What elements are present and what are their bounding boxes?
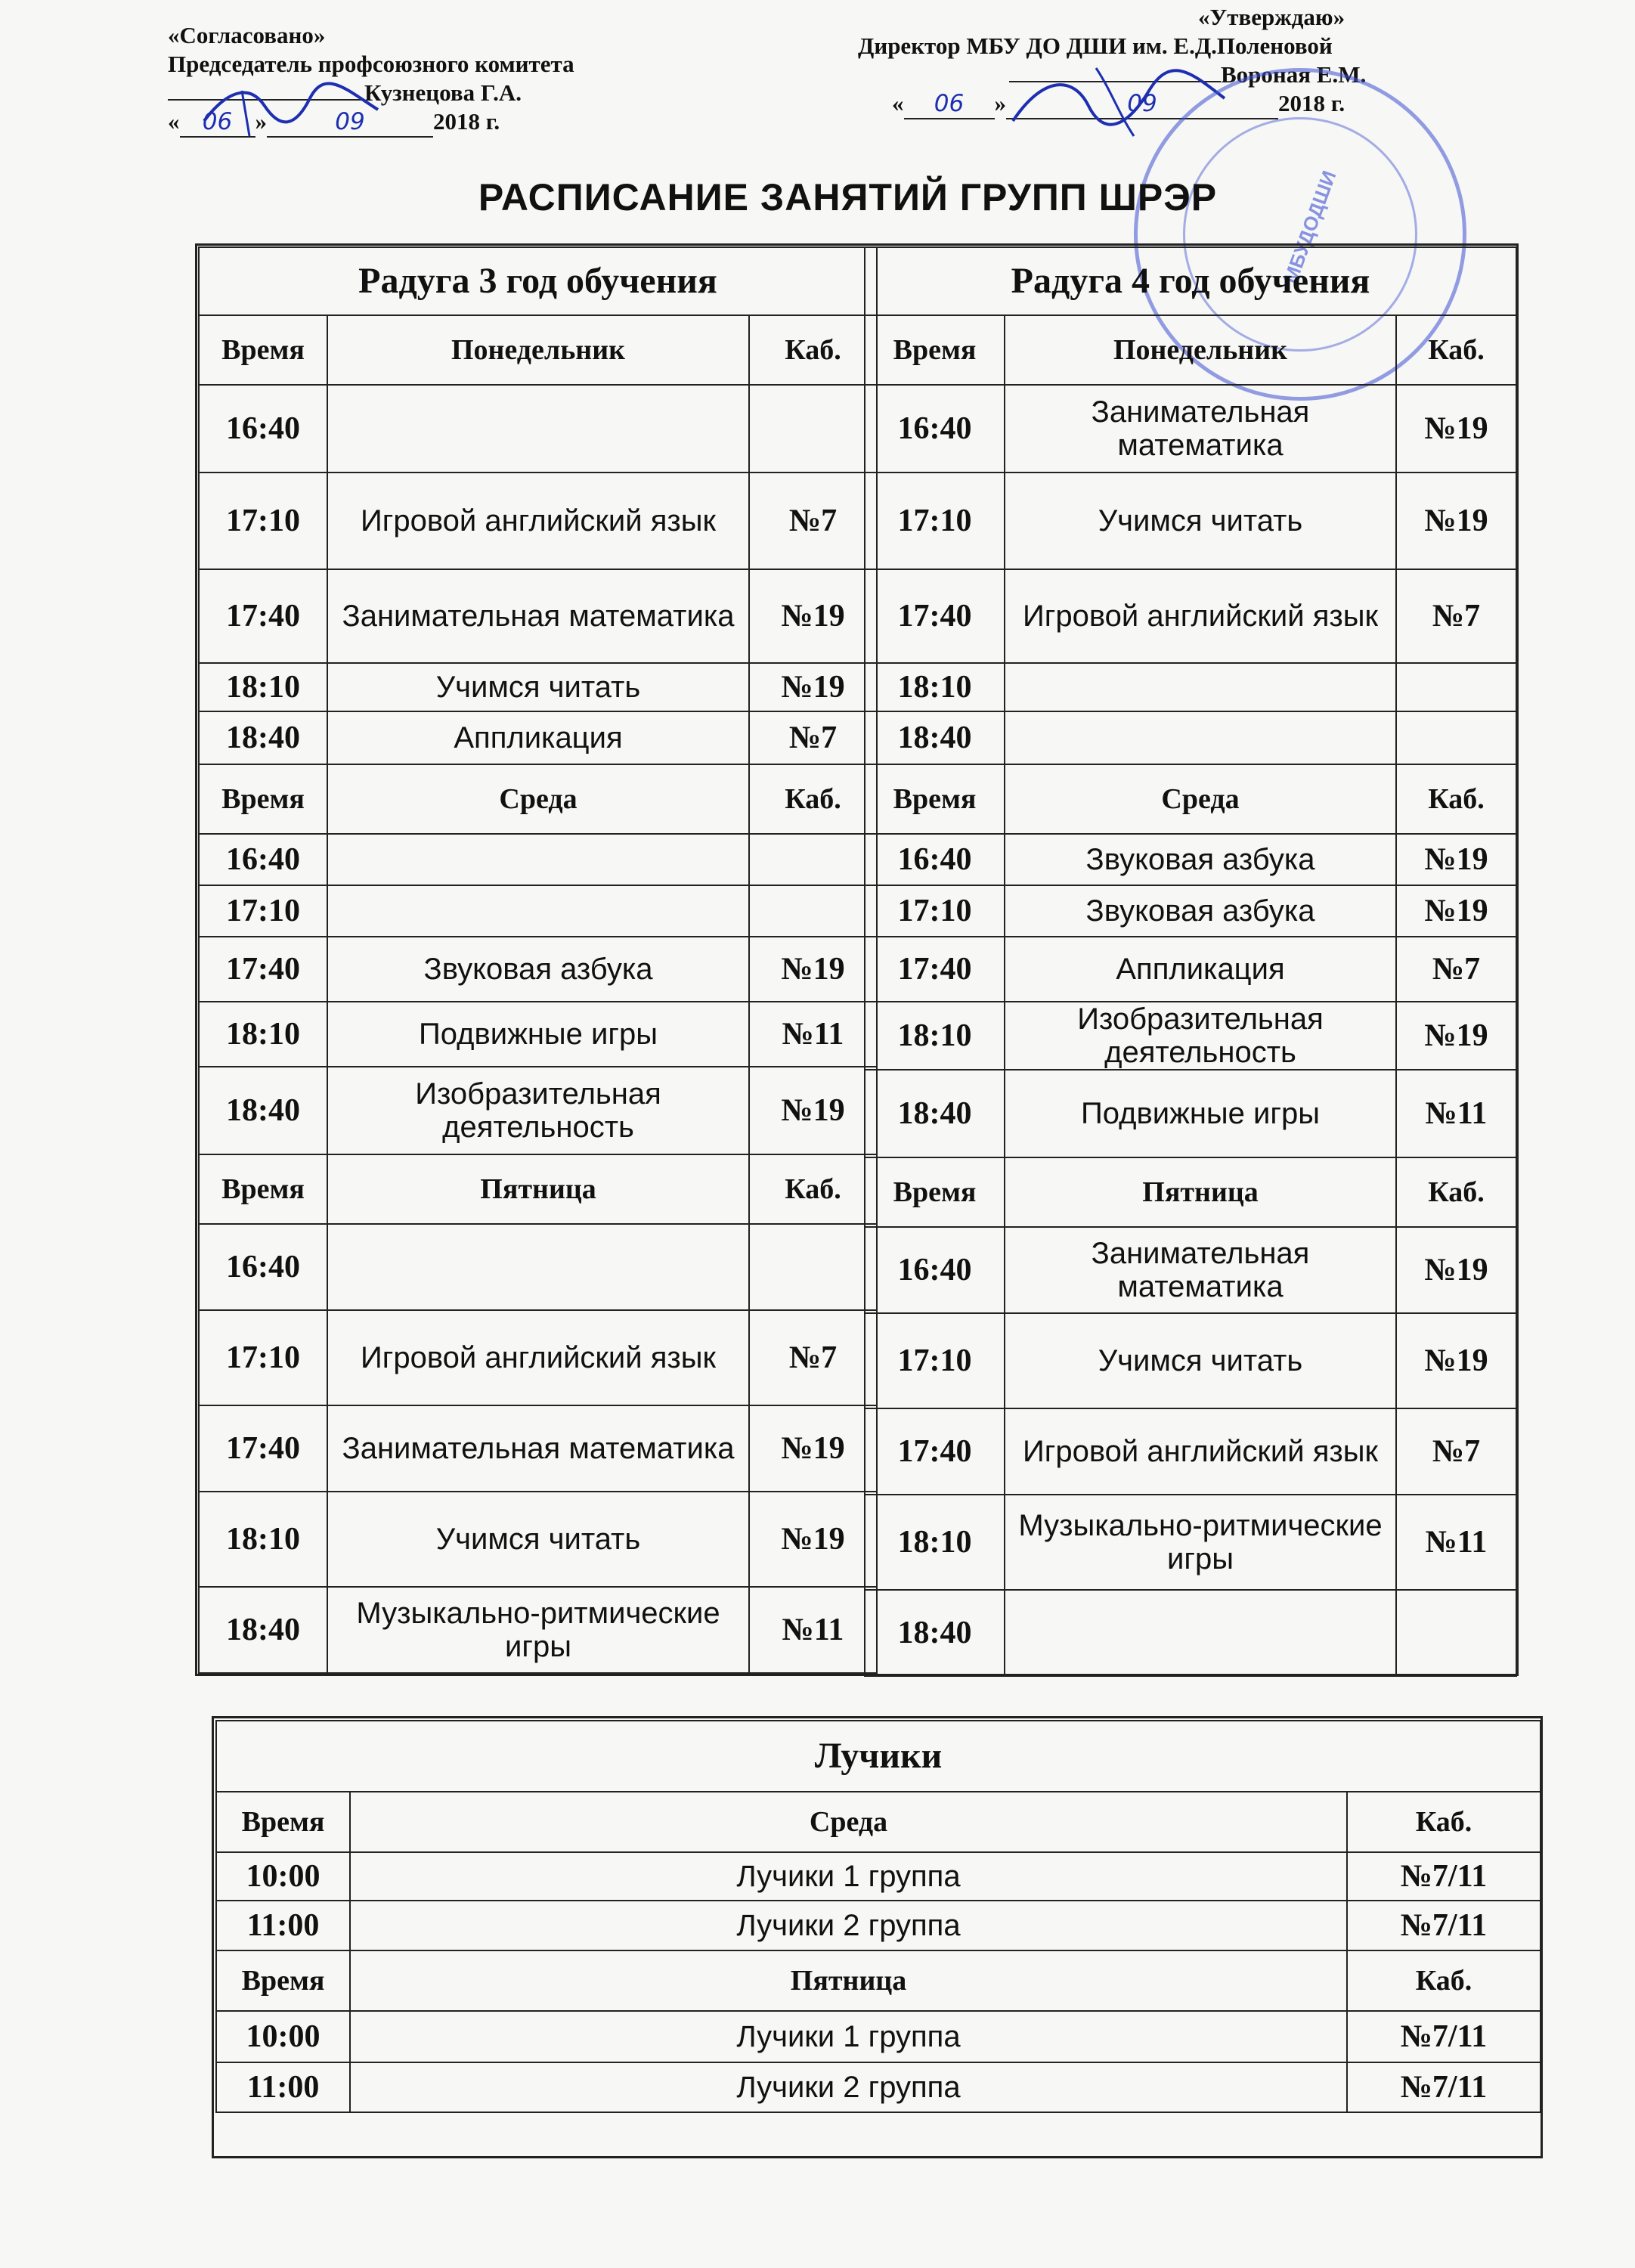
column-header-day: Среда [327, 764, 749, 834]
date-month: 09 [267, 107, 433, 138]
time-cell: 16:40 [199, 385, 327, 472]
room-cell: №7/11 [1347, 2062, 1541, 2112]
time-cell: 16:40 [199, 1224, 327, 1310]
table-row [865, 1002, 1516, 1070]
subject-cell: Занимательная математика [1005, 385, 1396, 472]
room-cell: №7/11 [1347, 1901, 1541, 1950]
table-row [216, 2011, 1541, 2062]
room-cell: №7/11 [1347, 1852, 1541, 1901]
column-header-time: Время [199, 1154, 327, 1224]
column-header-time: Время [865, 764, 1005, 834]
column-header-day: Среда [350, 1792, 1347, 1852]
room-cell: №19 [1396, 834, 1516, 885]
table-row [216, 1852, 1541, 1901]
subject-cell: Звуковая азбука [327, 937, 749, 1002]
date-close-quote: » [994, 90, 1006, 116]
subject-cell: Учимся читать [327, 1492, 749, 1587]
table-row [865, 472, 1516, 569]
date-open-quote: « [892, 90, 904, 116]
table-row [865, 885, 1516, 937]
table-row [199, 385, 877, 472]
time-cell: 17:10 [865, 1313, 1005, 1408]
time-cell: 18:40 [199, 711, 327, 764]
time-cell: 17:40 [199, 937, 327, 1002]
column-header-day: Понедельник [327, 315, 749, 385]
room-cell: №7 [1396, 569, 1516, 663]
table-row [199, 1067, 877, 1154]
time-cell: 18:10 [199, 1002, 327, 1067]
subject-cell: Учимся читать [327, 663, 749, 711]
time-cell: 18:40 [199, 1067, 327, 1154]
table-row [199, 1492, 877, 1587]
room-cell [749, 885, 877, 937]
room-cell: №11 [1396, 1070, 1516, 1157]
room-cell: №7 [1396, 937, 1516, 1002]
approval-right-name-line [858, 60, 1366, 89]
approval-left-role: Председатель профсоюзного комитета [168, 51, 574, 77]
day-header-row [216, 1950, 1541, 2011]
table-row [199, 711, 877, 764]
time-cell: 17:10 [199, 1310, 327, 1405]
table-row [865, 834, 1516, 885]
subject-cell: Аппликация [327, 711, 749, 764]
subject-cell: Изобразительная деятельность [327, 1067, 749, 1154]
column-header-day: Среда [1005, 764, 1396, 834]
approval-left-name-line [168, 79, 574, 107]
column-header-day: Пятница [327, 1154, 749, 1224]
subject-cell: Занимательная математика [327, 1405, 749, 1492]
subject-cell: Музыкально-ритмические игры [1005, 1495, 1396, 1590]
room-cell: №19 [749, 937, 877, 1002]
time-cell: 17:40 [865, 1408, 1005, 1495]
column-header-room: Каб. [1396, 764, 1516, 834]
time-cell: 17:10 [865, 885, 1005, 937]
table-row [216, 1901, 1541, 1950]
table-row [199, 937, 877, 1002]
day-header-row [199, 315, 877, 385]
column-header-day: Пятница [1005, 1157, 1396, 1227]
room-cell: №19 [1396, 1227, 1516, 1313]
time-cell: 18:10 [865, 1002, 1005, 1070]
table-row [199, 569, 877, 663]
approval-left-label: «Согласовано» [168, 22, 326, 48]
date-open-quote: « [168, 108, 180, 135]
table-row [865, 1590, 1516, 1676]
table-row [865, 937, 1516, 1002]
column-header-room: Каб. [1396, 315, 1516, 385]
approval-right-label: «Утверждаю» [1198, 4, 1345, 30]
subject-cell: Изобразительная деятельность [1005, 1002, 1396, 1070]
room-cell [749, 385, 877, 472]
time-cell: 17:10 [865, 472, 1005, 569]
time-cell: 10:00 [216, 1852, 350, 1901]
room-cell: №19 [1396, 885, 1516, 937]
subject-cell [327, 1224, 749, 1310]
column-header-room: Каб. [749, 764, 877, 834]
time-cell: 18:40 [199, 1587, 327, 1673]
table-row [199, 1405, 877, 1492]
date-close-quote: » [255, 108, 267, 135]
room-cell: №11 [749, 1002, 877, 1067]
room-cell [1396, 663, 1516, 711]
table-row [865, 385, 1516, 472]
approval-right-role: Директор МБУ ДО ДШИ им. Е.Д.Поленовой [858, 33, 1333, 59]
time-cell: 16:40 [865, 834, 1005, 885]
subject-cell: Лучики 1 группа [350, 1852, 1347, 1901]
date-day: 06 [904, 89, 995, 119]
table-row [865, 1495, 1516, 1590]
room-cell: №11 [749, 1587, 877, 1673]
room-cell [749, 1224, 877, 1310]
time-cell: 18:10 [199, 663, 327, 711]
column-header-time: Время [216, 1792, 350, 1852]
time-cell: 17:10 [199, 885, 327, 937]
raduga4-table [864, 246, 1517, 1677]
time-cell: 17:40 [199, 1405, 327, 1492]
subject-cell [1005, 711, 1396, 764]
subject-cell: Аппликация [1005, 937, 1396, 1002]
date-year: 2018 г. [1278, 90, 1345, 116]
time-cell: 16:40 [865, 1227, 1005, 1313]
time-cell: 17:10 [199, 472, 327, 569]
column-header-room: Каб. [1347, 1792, 1541, 1852]
room-cell: №19 [1396, 385, 1516, 472]
table-row [199, 885, 877, 937]
room-cell: №19 [749, 1067, 877, 1154]
raduga3-table [198, 246, 878, 1674]
column-header-room: Каб. [749, 1154, 877, 1224]
column-header-room: Каб. [749, 315, 877, 385]
column-header-day: Понедельник [1005, 315, 1396, 385]
subject-cell: Музыкально-ритмические игры [327, 1587, 749, 1673]
day-header-row [865, 1157, 1516, 1227]
subject-cell: Занимательная математика [327, 569, 749, 663]
group-title: Лучики [216, 1721, 1541, 1792]
subject-cell: Игровой английский язык [1005, 569, 1396, 663]
room-cell: №19 [749, 1492, 877, 1587]
table-row [216, 2062, 1541, 2112]
signature-line [1009, 81, 1221, 82]
group-title: Радуга 3 год обучения [199, 247, 877, 315]
subject-cell: Учимся читать [1005, 1313, 1396, 1408]
approval-right-block [858, 3, 1366, 119]
room-cell: №19 [749, 663, 877, 711]
room-cell: №11 [1396, 1495, 1516, 1590]
column-header-time: Время [199, 764, 327, 834]
subject-cell: Занимательная математика [1005, 1227, 1396, 1313]
table-row [199, 1587, 877, 1673]
room-cell: №7 [749, 711, 877, 764]
table-row [865, 1070, 1516, 1157]
subject-cell: Игровой английский язык [327, 1310, 749, 1405]
table-row [865, 711, 1516, 764]
day-header-row [865, 315, 1516, 385]
column-header-time: Время [199, 315, 327, 385]
group-header-row [216, 1721, 1541, 1792]
group-header-row [865, 247, 1516, 315]
subject-cell [327, 385, 749, 472]
table-row [199, 1224, 877, 1310]
room-cell: №7 [749, 1310, 877, 1405]
approval-right-name: Вороная Е.М. [1221, 61, 1367, 88]
luchiki-table [215, 1720, 1541, 2113]
time-cell: 16:40 [865, 385, 1005, 472]
room-cell: №7/11 [1347, 2011, 1541, 2062]
table-row [865, 569, 1516, 663]
group-title: Радуга 4 год обучения [865, 247, 1516, 315]
time-cell: 17:40 [199, 569, 327, 663]
room-cell: №19 [749, 1405, 877, 1492]
subject-cell: Игровой английский язык [1005, 1408, 1396, 1495]
column-header-day: Пятница [350, 1950, 1347, 2011]
date-day: 06 [180, 107, 255, 138]
subject-cell: Подвижные игры [1005, 1070, 1396, 1157]
subject-cell: Звуковая азбука [1005, 834, 1396, 885]
subject-cell [327, 885, 749, 937]
approval-left-date [168, 107, 574, 138]
approval-left-block [168, 21, 574, 138]
approval-left-name: Кузнецова Г.А. [364, 79, 522, 106]
room-cell: №19 [749, 569, 877, 663]
subject-cell: Лучики 2 группа [350, 2062, 1347, 2112]
table-row [865, 663, 1516, 711]
day-header-row [199, 764, 877, 834]
room-cell [1396, 1590, 1516, 1676]
column-header-room: Каб. [1347, 1950, 1541, 2011]
column-header-time: Время [216, 1950, 350, 2011]
subject-cell: Учимся читать [1005, 472, 1396, 569]
time-cell: 18:40 [865, 1590, 1005, 1676]
room-cell: №19 [1396, 1002, 1516, 1070]
date-year: 2018 г. [433, 108, 500, 135]
approval-right-date [858, 89, 1366, 119]
time-cell: 16:40 [199, 834, 327, 885]
subject-cell [327, 834, 749, 885]
time-cell: 17:40 [865, 569, 1005, 663]
time-cell: 11:00 [216, 1901, 350, 1950]
subject-cell: Звуковая азбука [1005, 885, 1396, 937]
column-header-time: Время [865, 1157, 1005, 1227]
table-row [865, 1227, 1516, 1313]
table-row [199, 663, 877, 711]
room-cell: №19 [1396, 1313, 1516, 1408]
subject-cell [1005, 1590, 1396, 1676]
subject-cell [1005, 663, 1396, 711]
time-cell: 18:10 [865, 663, 1005, 711]
group-header-row [199, 247, 877, 315]
time-cell: 18:40 [865, 711, 1005, 764]
time-cell: 10:00 [216, 2011, 350, 2062]
room-cell: №7 [749, 472, 877, 569]
room-cell: №7 [1396, 1408, 1516, 1495]
day-header-row [216, 1792, 1541, 1852]
time-cell: 18:10 [865, 1495, 1005, 1590]
time-cell: 11:00 [216, 2062, 350, 2112]
room-cell [749, 834, 877, 885]
day-header-row [865, 764, 1516, 834]
signature-line [168, 99, 364, 101]
time-cell: 18:40 [865, 1070, 1005, 1157]
table-row [199, 472, 877, 569]
column-header-room: Каб. [1396, 1157, 1516, 1227]
table-row [865, 1313, 1516, 1408]
subject-cell: Лучики 2 группа [350, 1901, 1347, 1950]
subject-cell: Игровой английский язык [327, 472, 749, 569]
room-cell [1396, 711, 1516, 764]
time-cell: 17:40 [865, 937, 1005, 1002]
table-row [865, 1408, 1516, 1495]
page-title: РАСПИСАНИЕ ЗАНЯТИЙ ГРУПП ШРЭР [478, 176, 1218, 218]
subject-cell: Подвижные игры [327, 1002, 749, 1067]
table-row [199, 1002, 877, 1067]
time-cell: 18:10 [199, 1492, 327, 1587]
table-row [199, 1310, 877, 1405]
day-header-row [199, 1154, 877, 1224]
room-cell: №19 [1396, 472, 1516, 569]
stamp-text: МБУДОДШИ [1278, 167, 1341, 287]
date-month: 09 [1006, 89, 1278, 119]
subject-cell: Лучики 1 группа [350, 2011, 1347, 2062]
column-header-time: Время [865, 315, 1005, 385]
table-row [199, 834, 877, 885]
